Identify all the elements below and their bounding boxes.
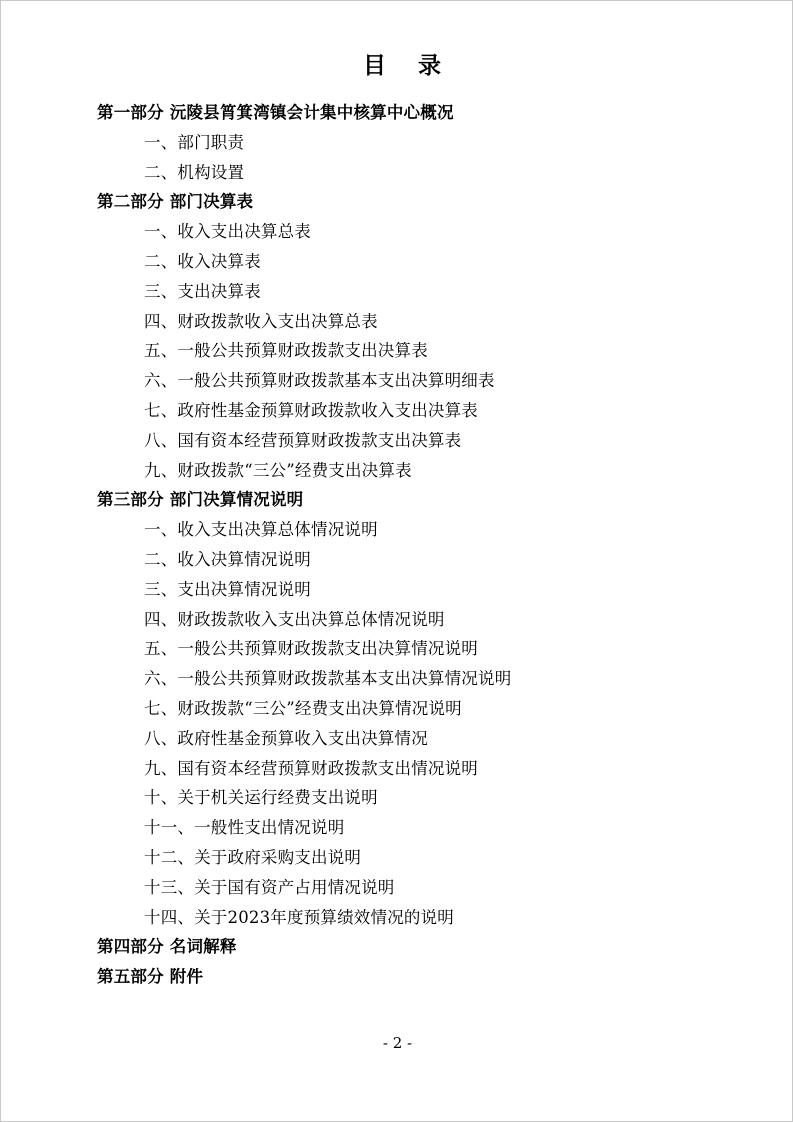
page-title: 目 录 (362, 52, 453, 79)
toc-entry[interactable]: 七、财政拨款“三公”经费支出决算情况说明 (144, 698, 462, 718)
toc-entry[interactable]: 六、一般公共预算财政拨款基本支出决算情况说明 (144, 669, 512, 689)
toc-entry[interactable]: 五、一般公共预算财政拨款支出决算情况说明 (144, 639, 478, 659)
toc-entry[interactable]: 九、国有资本经营预算财政拨款支出情况说明 (144, 758, 478, 778)
toc-entry[interactable]: 十、关于机关运行经费支出说明 (144, 788, 378, 808)
toc-entry[interactable]: 十四、关于2023年度预算绩效情况的说明 (144, 907, 454, 927)
toc-entry[interactable]: 二、收入决算表 (144, 251, 261, 271)
toc-entry[interactable]: 第五部分 附件 (97, 967, 204, 987)
toc-entry[interactable]: 十一、一般性支出情况说明 (144, 818, 345, 838)
toc-entry[interactable]: 一、收入支出决算总体情况说明 (144, 520, 378, 540)
toc-entry[interactable]: 九、财政拨款“三公”经费支出决算表 (144, 460, 412, 480)
toc-entry[interactable]: 十三、关于国有资产占用情况说明 (144, 877, 395, 897)
toc-entry[interactable]: 二、机构设置 (144, 162, 245, 182)
toc-entry[interactable]: 四、财政拨款收入支出决算总体情况说明 (144, 609, 445, 629)
toc-entry[interactable]: 八、国有资本经营预算财政拨款支出决算表 (144, 430, 462, 450)
page-number: - 2 - (382, 1034, 413, 1052)
table-of-contents (97, 98, 707, 992)
toc-entry[interactable]: 第三部分 部门决算情况说明 (97, 490, 304, 510)
toc-entry[interactable]: 一、收入支出决算总表 (144, 222, 311, 242)
toc-entry[interactable]: 八、政府性基金预算收入支出决算情况 (144, 728, 428, 748)
toc-entry[interactable]: 三、支出决算表 (144, 281, 261, 301)
toc-entry[interactable]: 二、收入决算情况说明 (144, 549, 311, 569)
toc-entry[interactable]: 三、支出决算情况说明 (144, 579, 311, 599)
toc-entry[interactable]: 七、政府性基金预算财政拨款收入支出决算表 (144, 400, 478, 420)
page-content (97, 47, 707, 992)
toc-entry[interactable]: 第一部分 沅陵县筲箕湾镇会计集中核算中心概况 (97, 103, 454, 122)
toc-entry[interactable]: 六、一般公共预算财政拨款基本支出决算明细表 (144, 371, 495, 391)
toc-entry[interactable]: 四、财政拨款收入支出决算总表 (144, 311, 378, 331)
toc-entry[interactable]: 第四部分 名词解释 (97, 937, 237, 957)
toc-entry[interactable]: 一、部门职责 (144, 132, 245, 152)
toc-entry[interactable]: 第二部分 部门决算表 (97, 192, 254, 212)
toc-entry[interactable]: 十二、关于政府采购支出说明 (144, 847, 362, 867)
toc-entry[interactable]: 五、一般公共预算财政拨款支出决算表 (144, 341, 428, 361)
